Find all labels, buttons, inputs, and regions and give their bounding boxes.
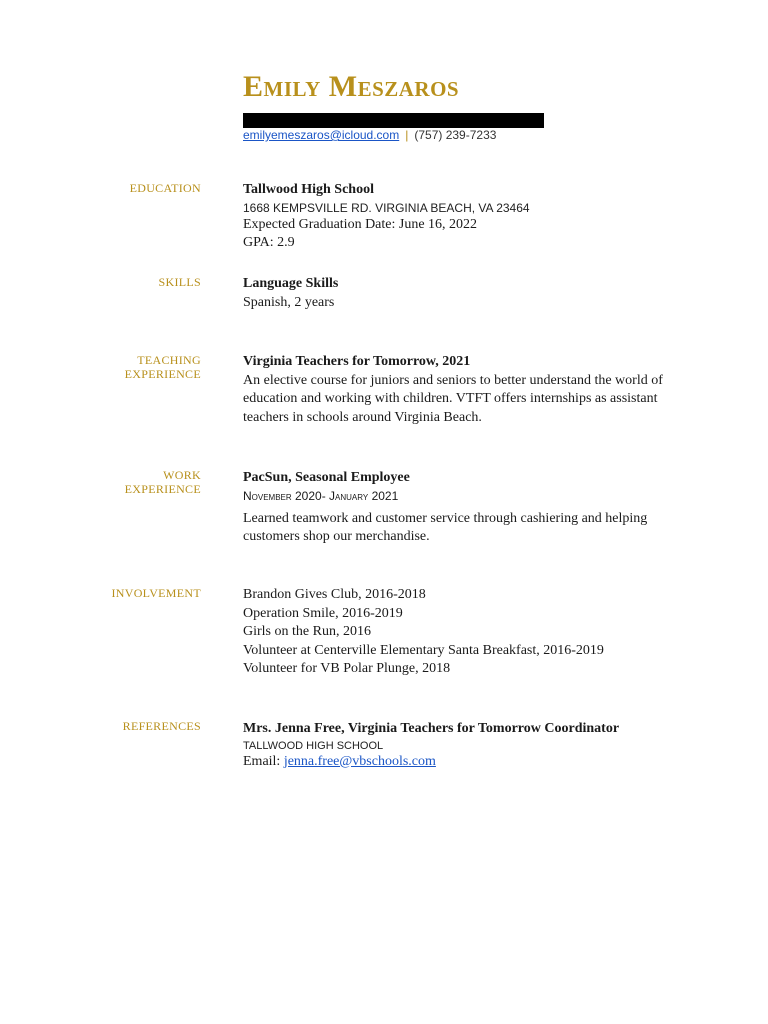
teaching-title: Virginia Teachers for Tomorrow, 2021 [243,354,471,369]
education-section [243,181,693,253]
involvement-item: Girls on the Run, 2016 [243,624,371,639]
involvement-item: Volunteer for VB Polar Plunge, 2018 [243,661,451,676]
phone-number: (757) 239-7233 [414,128,497,142]
graduation-date: Expected Graduation Date: June 16, 2022 [243,216,478,232]
email-link[interactable]: emilyemeszaros@icloud.com [243,128,400,142]
involvement-section [243,586,693,679]
reference-title: Mrs. Jenna Free, Virginia Teachers for Tomorrow Coordinator [243,721,620,736]
teaching-label [81,353,201,381]
involvement-item: Brandon Gives Club, 2016-2018 [243,587,426,602]
skills-detail: Spanish, 2 years [243,294,335,310]
contact-line [243,128,496,142]
contact-separator: | [405,128,409,142]
gpa: GPA: 2.9 [243,235,295,250]
references-section [243,720,693,771]
work-label-line2: EXPERIENCE [124,482,201,496]
involvement-label: INVOLVEMENT [111,586,201,600]
work-section [243,469,693,547]
teaching-section [243,353,693,427]
reference-email-link[interactable]: jenna.free@vbschools.com [283,753,436,769]
work-description: Learned teamwork and customer service through cashiering and helping customers shop our merchandise. [243,510,648,544]
skills-title: Language Skills [243,276,339,291]
work-label [81,468,201,496]
reference-email-line [243,753,693,772]
teaching-description: An elective course for juniors and seniors to better understand the world of education and working with children. VTFT offers internships as assistant teachers in schools around Virginia Beach. [243,372,663,425]
work-title: PacSun, Seasonal Employee [243,470,410,485]
redaction-bar [243,113,544,128]
skills-label: SKILLS [158,275,201,289]
school-address: 1668 KEMPSVILLE RD. VIRGINIA BEACH, VA 23464 [243,200,530,215]
work-dates: November 2020- January 2021 [243,488,399,503]
work-label-line1: WORK [163,468,201,482]
teaching-label-line2: EXPERIENCE [124,367,201,381]
reference-email-label: Email: [243,753,284,769]
reference-org: TALLWOOD HIGH SCHOOL [243,739,384,752]
education-label: EDUCATION [129,181,201,195]
school-name: Tallwood High School [243,182,374,197]
teaching-label-line1: TEACHING [137,353,201,367]
involvement-item: Operation Smile, 2016-2019 [243,605,403,621]
references-label: REFERENCES [122,719,201,733]
resume-name: Emily Meszaros [243,70,460,103]
involvement-item: Volunteer at Centerville Elementary Santa Breakfast, 2016-2019 [243,642,604,658]
skills-section [243,275,693,312]
